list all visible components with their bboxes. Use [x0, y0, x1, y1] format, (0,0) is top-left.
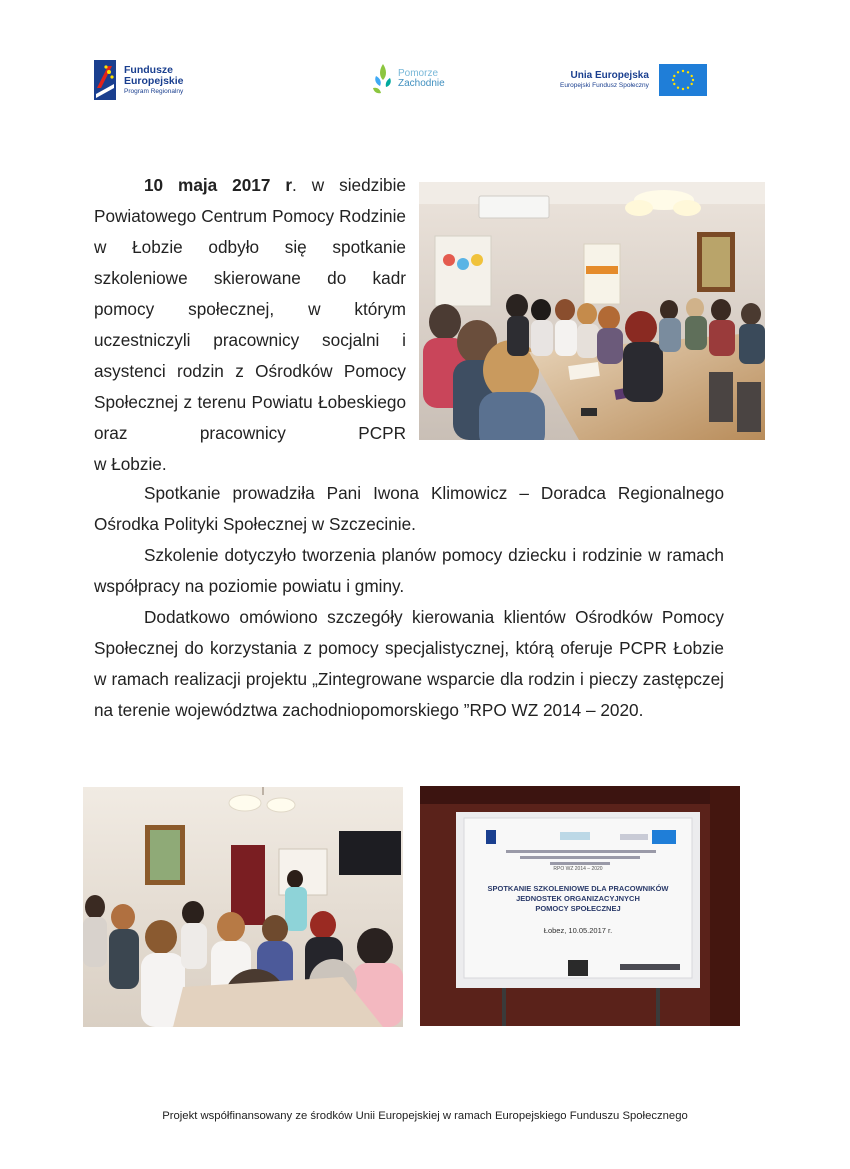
intro-text: . w siedzibie Powiatowego Centrum Pomocy Rodzinie w Łobzie odbyło się spotkanie szkoleniowe skierowane do kadr pomocy społecznej, w którym uczestniczyli pracownicy socjalni i asystenci rodzin z Ośrodków Pomocy Społecznej z terenu Powiatu Łobeskiego oraz pracownicy PCPR — [94, 175, 406, 443]
board-line2: JEDNOSTEK ORGANIZACYJNYCH — [516, 894, 640, 903]
presentation-board-photo — [420, 786, 740, 1026]
paragraph-topic: Szkolenie dotyczyło tworzenia planów pomocy dziecku i rodzinie w ramach współpracy na poziomie powiatu i gminy. — [94, 545, 724, 596]
paragraph-details: Dodatkowo omówiono szczegóły kierowania klientów Ośrodków Pomocy Społecznej do korzystania z pomocy specjalistycznej, którą oferuje PCPR Łobzie w ramach realizacji projektu „Zintegrowane wsparcie dla rodzin i pieczy zastępczej na terenie województwa zachodniopomorskiego ”RPO WZ 2014 – 2020. — [94, 607, 724, 720]
board-line3: POMOCY SPOŁECZNEJ — [535, 904, 621, 913]
footer-note: Projekt współfinansowany ze środków Unii Europejskiej w ramach Europejskiego Funduszu Społecznego — [162, 1110, 688, 1122]
pz-logo-line2: Zachodnie — [398, 78, 445, 89]
intro-date: 10 maja 2017 — [144, 175, 271, 195]
meeting-photo-bottom-left — [83, 787, 403, 1027]
pz-logo-line1: Pomorze — [398, 68, 439, 79]
board-line1: SPOTKANIE SZKOLENIOWE DLA PRACOWNIKÓW — [487, 884, 669, 893]
pomorze-zachodnie-logo — [370, 62, 445, 96]
fe-logo-line2: Europejskie — [124, 74, 184, 87]
eu-flag-icon — [659, 64, 707, 96]
intro-paragraph — [94, 170, 406, 480]
board-small-line: RPO WZ 2014 – 2020 — [553, 866, 603, 872]
intro-last-line: w Łobzie. — [94, 454, 167, 474]
intro-r: r — [285, 175, 293, 195]
ue-logo-line2: Europejski Fundusz Społeczny — [560, 82, 649, 90]
ue-logo-line1: Unia Europejska — [570, 70, 649, 82]
meeting-photo-top — [419, 182, 765, 440]
fe-logo-line1: Fundusze — [124, 63, 173, 76]
fundusze-europejskie-logo — [94, 60, 184, 100]
fundusze-europejskie-emblem-icon — [94, 60, 116, 100]
unia-europejska-logo — [560, 64, 707, 96]
board-date: Łobez, 10.05.2017 r. — [543, 926, 613, 935]
fe-logo-line3: Program Regionalny — [124, 87, 184, 95]
pomorze-zachodnie-leaf-icon — [370, 62, 396, 96]
paragraph-moderator: Spotkanie prowadziła Pani Iwona Klimowicz – Doradca Regionalnego Ośrodka Polityki Społecznej w Szczecinie. — [94, 483, 724, 534]
